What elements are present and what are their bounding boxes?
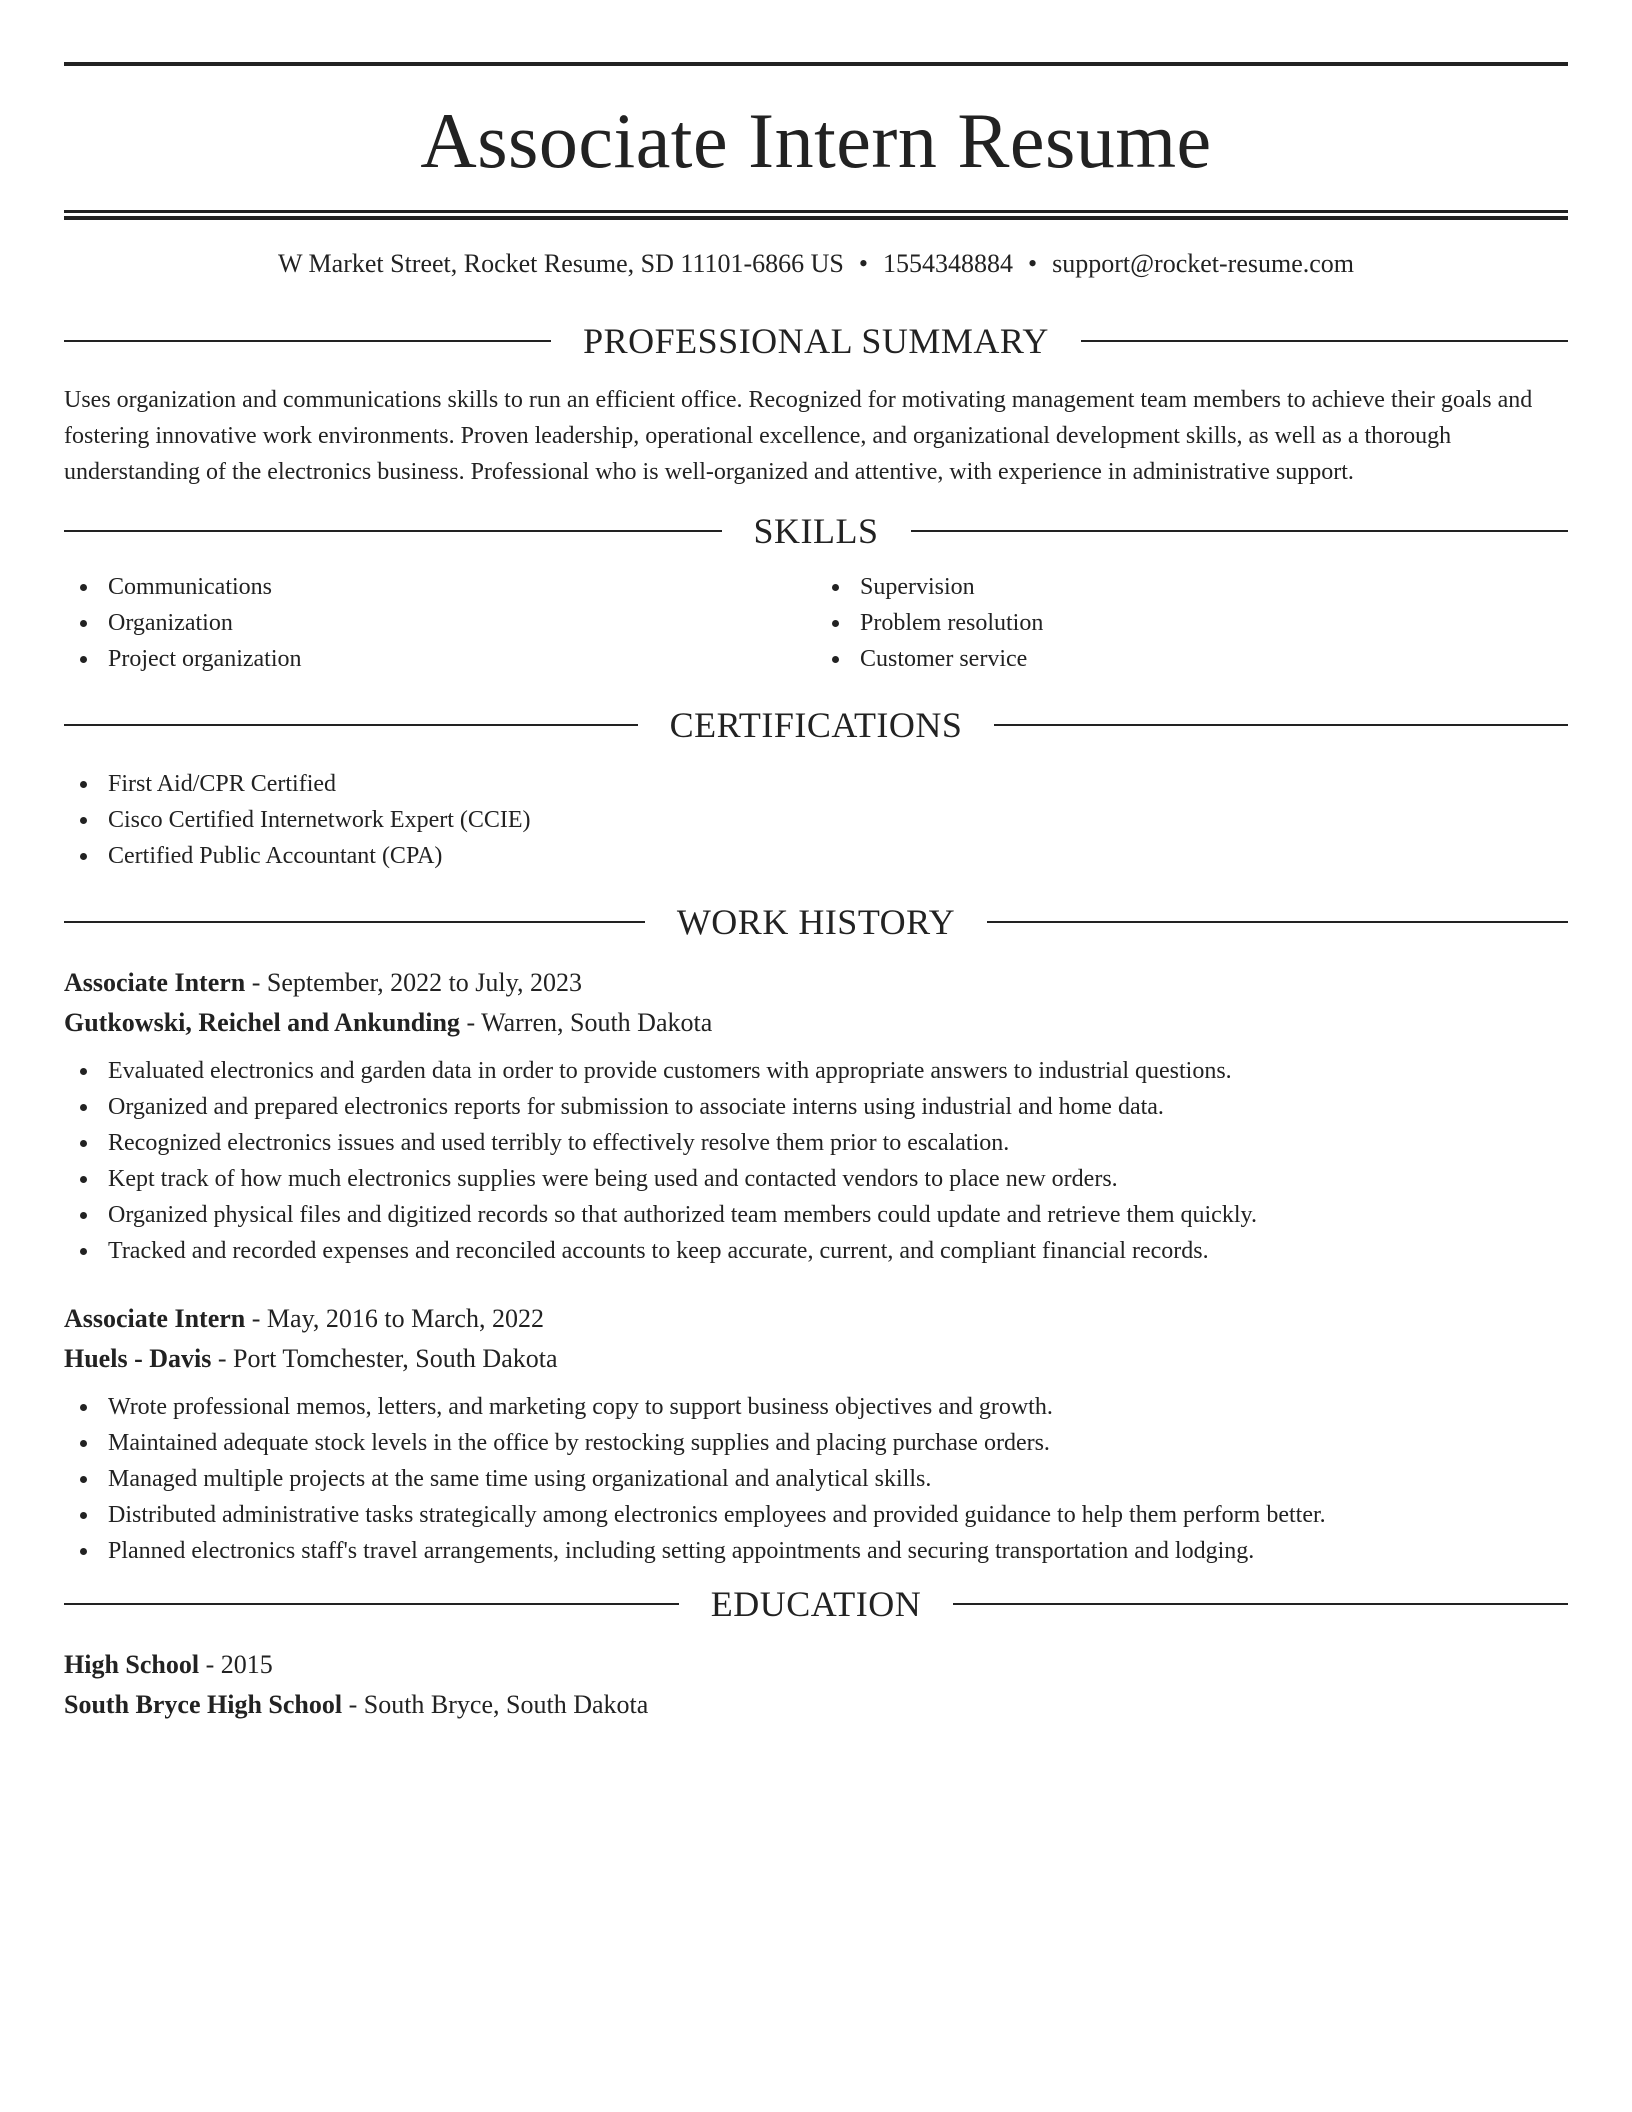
job-bullets bbox=[64, 1053, 1568, 1269]
job-title: Associate Intern bbox=[64, 968, 246, 997]
skills-column-right bbox=[816, 569, 1568, 677]
job-company: Gutkowski, Reichel and Ankunding bbox=[64, 1008, 460, 1037]
section-header-summary bbox=[64, 320, 1568, 362]
skills-column-left bbox=[64, 569, 816, 677]
section-rule bbox=[1081, 340, 1568, 342]
section-rule bbox=[64, 340, 551, 342]
certification-item: First Aid/CPR Certified bbox=[64, 766, 1568, 802]
job-bullet: Distributed administrative tasks strategically among electronics employees and provided guidance to help them perform better. bbox=[64, 1497, 1568, 1533]
title-double-rule bbox=[64, 210, 1568, 220]
section-rule bbox=[987, 921, 1568, 923]
job-bullet: Kept track of how much electronics supplies were being used and contacted vendors to place new orders. bbox=[64, 1161, 1568, 1197]
section-title-skills: SKILLS bbox=[753, 511, 879, 551]
job-title-line bbox=[64, 963, 1568, 1003]
job-entry bbox=[64, 1299, 1568, 1569]
section-title-summary: PROFESSIONAL SUMMARY bbox=[583, 321, 1049, 361]
section-header-education bbox=[64, 1583, 1568, 1625]
skill-item: Problem resolution bbox=[816, 605, 1568, 641]
certifications-list bbox=[64, 766, 1568, 874]
section-rule bbox=[953, 1603, 1568, 1605]
job-bullet: Recognized electronics issues and used terribly to effectively resolve them prior to escalation. bbox=[64, 1125, 1568, 1161]
skill-item: Customer service bbox=[816, 641, 1568, 677]
job-company: Huels - Davis bbox=[64, 1344, 212, 1373]
job-bullet: Managed multiple projects at the same time using organizational and analytical skills. bbox=[64, 1461, 1568, 1497]
job-bullets bbox=[64, 1389, 1568, 1569]
skill-item: Project organization bbox=[64, 641, 816, 677]
job-dates: - May, 2016 to March, 2022 bbox=[245, 1304, 544, 1333]
section-title-work: WORK HISTORY bbox=[676, 902, 956, 942]
contact-address: W Market Street, Rocket Resume, SD 11101-6866 US bbox=[277, 249, 844, 278]
section-rule bbox=[64, 530, 722, 532]
contact-line bbox=[64, 248, 1568, 280]
job-title: Associate Intern bbox=[64, 1304, 246, 1333]
job-bullet: Evaluated electronics and garden data in order to provide customers with appropriate answers to industrial questions. bbox=[64, 1053, 1568, 1089]
job-company-line bbox=[64, 1339, 1568, 1379]
top-rule bbox=[64, 62, 1568, 66]
job-location: - Port Tomchester, South Dakota bbox=[211, 1344, 558, 1373]
education-school: South Bryce High School bbox=[64, 1690, 343, 1719]
skill-item: Organization bbox=[64, 605, 816, 641]
job-bullet: Organized and prepared electronics reports for submission to associate interns using industrial and home data. bbox=[64, 1089, 1568, 1125]
education-location: - South Bryce, South Dakota bbox=[342, 1690, 649, 1719]
contact-separator: • bbox=[1027, 249, 1038, 278]
skills-list bbox=[64, 569, 1568, 677]
contact-phone: 1554348884 bbox=[882, 249, 1013, 278]
job-bullet: Maintained adequate stock levels in the office by restocking supplies and placing purchase orders. bbox=[64, 1425, 1568, 1461]
summary-text: Uses organization and communications skills to run an efficient office. Recognized for motivating management team members to achieve their goals and fostering innovative work environments. Proven leadership, operational excellence, and organizational development skills, as well as a thorough understanding of the electronics business. Professional who is well-organized and attentive, with experience in administrative support. bbox=[64, 387, 1533, 485]
education-school-line bbox=[64, 1685, 1568, 1725]
section-header-skills bbox=[64, 510, 1568, 552]
education-entry bbox=[64, 1645, 1568, 1725]
job-title-line bbox=[64, 1299, 1568, 1339]
section-rule bbox=[911, 530, 1569, 532]
skill-item: Communications bbox=[64, 569, 816, 605]
education-degree: High School bbox=[64, 1650, 200, 1679]
certification-item: Certified Public Accountant (CPA) bbox=[64, 838, 1568, 874]
contact-separator: • bbox=[858, 249, 868, 278]
job-bullet: Wrote professional memos, letters, and marketing copy to support business objectives and growth. bbox=[64, 1389, 1568, 1425]
contact-email: support@rocket-resume.com bbox=[1052, 249, 1355, 278]
job-entry bbox=[64, 963, 1568, 1269]
section-rule bbox=[64, 921, 645, 923]
section-header-certifications bbox=[64, 704, 1568, 746]
job-bullet: Organized physical files and digitized records so that authorized team members could update and retrieve them quickly. bbox=[64, 1197, 1568, 1233]
section-rule bbox=[64, 1603, 679, 1605]
resume-title: Associate Intern Resume bbox=[420, 97, 1212, 184]
section-rule bbox=[994, 724, 1568, 726]
certification-item: Cisco Certified Internetwork Expert (CCIE) bbox=[64, 802, 1568, 838]
job-company-line bbox=[64, 1003, 1568, 1043]
education-year: - 2015 bbox=[199, 1650, 273, 1679]
section-title-certifications: CERTIFICATIONS bbox=[669, 705, 963, 745]
section-rule bbox=[64, 724, 638, 726]
education-degree-line bbox=[64, 1645, 1568, 1685]
section-header-work bbox=[64, 901, 1568, 943]
job-bullet: Planned electronics staff's travel arrangements, including setting appointments and securing transportation and lodging. bbox=[64, 1533, 1568, 1569]
job-bullet: Tracked and recorded expenses and reconciled accounts to keep accurate, current, and compliant financial records. bbox=[64, 1233, 1568, 1269]
skill-item: Supervision bbox=[816, 569, 1568, 605]
section-title-education: EDUCATION bbox=[710, 1584, 922, 1624]
job-dates: - September, 2022 to July, 2023 bbox=[245, 968, 582, 997]
job-location: - Warren, South Dakota bbox=[459, 1008, 713, 1037]
